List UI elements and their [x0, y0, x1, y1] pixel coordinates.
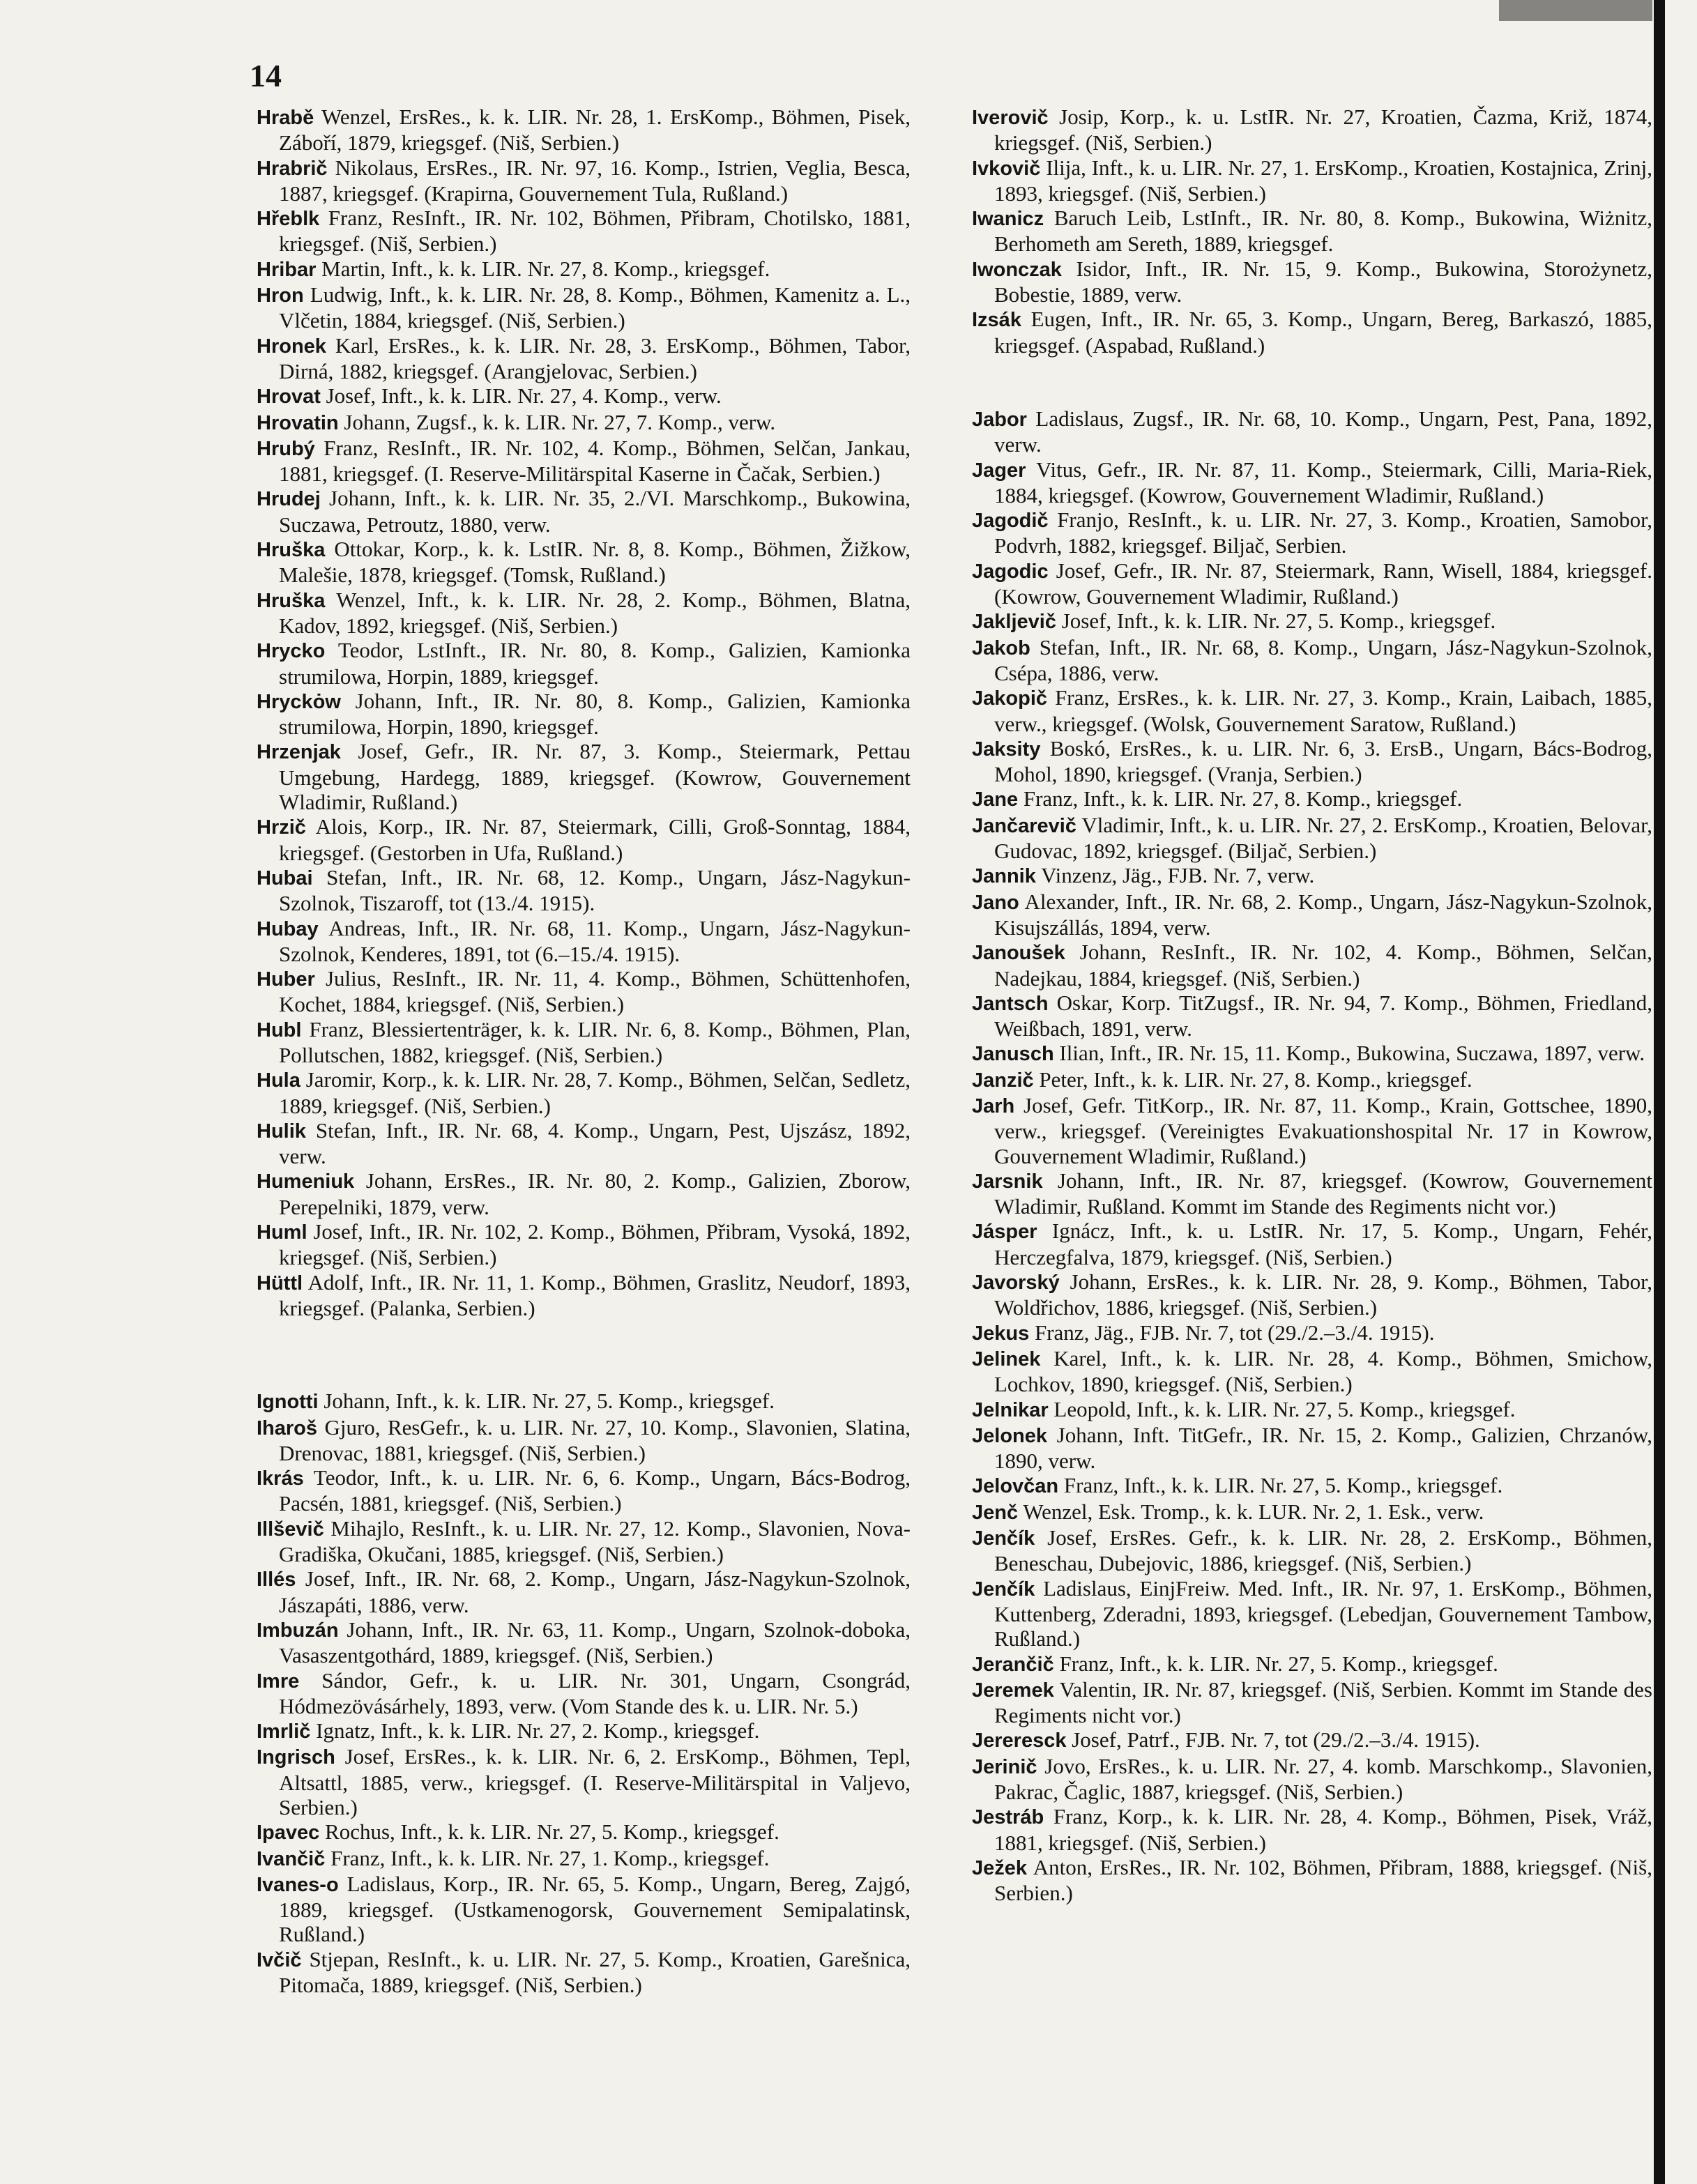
entry-surname: Jenčík — [972, 1527, 1035, 1550]
entry-surname: Hüttl — [257, 1272, 303, 1295]
entry-surname: Iwonczak — [972, 258, 1062, 281]
entry-details: Teodor, Inft., k. u. LIR. Nr. 6, 6. Komp., Ungarn, Bács-Bodrog, Pacsén, 1881, kriegsgef. (Niš, Serbien.) — [279, 1465, 911, 1516]
list-item — [972, 507, 1652, 558]
list-item — [257, 1168, 911, 1219]
list-item — [972, 206, 1652, 257]
list-item — [257, 814, 911, 865]
entry-surname: Hubl — [257, 1018, 302, 1041]
entry-details: Stefan, Inft., IR. Nr. 68, 12. Komp., Ungarn, Jász-Nagykun-Szolnok, Tiszaroff, tot (13./4. 1915). — [279, 864, 911, 916]
entry-surname: Jakljevič — [972, 611, 1056, 634]
list-item — [257, 410, 911, 436]
list-item — [257, 486, 911, 537]
entry-surname: Hula — [257, 1069, 300, 1092]
entry-details: Ladislaus, EinjFreiw. Med. Inft., IR. Nr. 97, 1. ErsKomp., Böhmen, Kuttenberg, Zderadni, 1893, kriegsgef. (Lebedjan, Gouvernement Tambow, Rußland.) — [994, 1575, 1652, 1651]
entry-surname: Jestráb — [972, 1806, 1044, 1829]
entry-details: Franz, ResInft., IR. Nr. 102, 4. Komp., Böhmen, Selčan, Jankau, 1881, kriegsgef. (I. Reserve-Militärspital Kaserne in Čačak, Serbien.) — [279, 435, 911, 487]
list-item — [257, 383, 911, 409]
entry-surname: Hrzenjak — [257, 741, 341, 764]
entry-surname: Jekus — [972, 1322, 1030, 1345]
entry-surname: Jenč — [972, 1501, 1019, 1524]
list-item — [972, 1093, 1652, 1168]
entry-surname: Ivančič — [257, 1847, 326, 1870]
entry-surname: Huml — [257, 1221, 307, 1244]
list-item — [972, 609, 1652, 634]
entry-surname: Hubai — [257, 866, 313, 889]
entry-details: Peter, Inft., k. k. LIR. Nr. 27, 8. Komp., kriegsgef. — [1039, 1067, 1472, 1092]
entry-surname: Iwanicz — [972, 208, 1044, 231]
entry-details: Isidor, Inft., IR. Nr. 15, 9. Komp., Bukowina, Storożynetz, Bobestie, 1889, verw. — [994, 256, 1652, 307]
list-item — [257, 282, 911, 333]
entry-details: Franz, ErsRes., k. k. LIR. Nr. 27, 3. Komp., Krain, Laibach, 1885, verw., kriegsgef. (Wolsk, Gouvernement Saratow, Rußland.) — [994, 685, 1652, 736]
entry-surname: Jakopič — [972, 687, 1047, 710]
entry-details: Ludwig, Inft., k. k. LIR. Nr. 28, 8. Komp., Böhmen, Kamenitz a. L., Vlčetin, 1884, kriegsgef. (Niš, Serbien.) — [279, 282, 911, 333]
entry-details: Oskar, Korp. TitZugsf., IR. Nr. 94, 7. Komp., Böhmen, Friedland, Weißbach, 1891, verw. — [994, 990, 1653, 1041]
list-item — [972, 1754, 1652, 1805]
entry-surname: Janoušek — [972, 942, 1065, 965]
entry-details: Eugen, Inft., IR. Nr. 65, 3. Komp., Ungarn, Bereg, Barkaszó, 1885, kriegsgef. (Aspabad, Rußland.) — [994, 307, 1652, 358]
list-item — [257, 638, 911, 689]
entry-details: Johann, Zugsf., k. k. LIR. Nr. 27, 7. Komp., verw. — [344, 409, 776, 434]
entry-surname: Imre — [257, 1670, 300, 1693]
entry-surname: Jagodič — [972, 510, 1049, 533]
entry-details: Jovo, ErsRes., k. u. LIR. Nr. 27, 4. komb. Marschkomp., Slavonien, Pakrac, Čaglic, 1887, kriegsgef. (Niš, Serbien.) — [994, 1753, 1652, 1804]
entry-details: Andreas, Inft., IR. Nr. 68, 11. Komp., Ungarn, Jász-Nagykun-Szolnok, Kenderes, 1891, tot (6.–15./4. 1915). — [279, 915, 911, 966]
entry-surname: Jerančič — [972, 1653, 1054, 1676]
entry-details: Franz, Inft., k. k. LIR. Nr. 27, 8. Komp., kriegsgef. — [1023, 786, 1463, 811]
list-item — [257, 1744, 911, 1819]
entry-details: Mihajlo, ResInft., k. u. LIR. Nr. 27, 12. Komp., Slavonien, Nova-Gradiška, Okučani, 1885, kriegsgef. (Niš, Serbien.) — [279, 1515, 911, 1567]
entry-surname: Hrabrič — [257, 157, 328, 180]
entry-surname: Jane — [972, 788, 1019, 811]
list-item — [972, 863, 1652, 889]
entry-details: Josef, ErsRes., k. k. LIR. Nr. 6, 2. ErsKomp., Böhmen, Tepl, Altsattl, 1885, verw., kriegsgef. (I. Reserve-Militärspital in Valjevo, Serbien.) — [279, 1744, 911, 1819]
list-item — [257, 588, 911, 639]
list-item — [257, 1718, 911, 1744]
list-item — [257, 1415, 911, 1466]
entry-surname: Ivčič — [257, 1948, 302, 1971]
entry-details: Rochus, Inft., k. k. LIR. Nr. 27, 5. Komp., kriegsgef. — [325, 1819, 779, 1845]
list-item — [257, 155, 911, 206]
list-item — [257, 1819, 911, 1845]
entry-details: Johann, Inft., IR. Nr. 87, kriegsgef. (Kowrow, Gouvernement Wladimir, Rußland. Kommt im Stande des Regiments nicht vor.) — [994, 1168, 1652, 1219]
list-item — [972, 1576, 1652, 1651]
entry-details: Teodor, LstInft., IR. Nr. 80, 8. Komp., Galizien, Kamionka strumilowa, Horpin, 1889, kriegsgef. — [279, 638, 911, 689]
list-item — [972, 1525, 1652, 1576]
entry-details: Josef, Gefr. TitKorp., IR. Nr. 87, 11. Komp., Krain, Gottschee, 1890, verw., kriegsgef. (Vereinigtes Evakuationshospital Nr. 17 in Kowrow, Gouvernement Wladimir, Rußland.) — [994, 1092, 1652, 1168]
scan-edge-bar — [1654, 0, 1665, 2184]
list-item — [972, 991, 1652, 1041]
entry-details: Alexander, Inft., IR. Nr. 68, 2. Komp., Ungarn, Jász-Nagykun-Szolnok, Kisujszállás, 1894, verw. — [994, 889, 1652, 940]
entry-details: Wenzel, ErsRes., k. k. LIR. Nr. 28, 1. ErsKomp., Böhmen, Pisek, Záboří, 1879, kriegsgef. (Niš, Serbien.) — [279, 105, 911, 155]
entry-surname: Izsák — [972, 309, 1021, 332]
entry-details: Franjo, ResInft., k. u. LIR. Nr. 27, 3. Komp., Kroatien, Samobor, Podvrh, 1882, kriegsgef. Biljač, Serbien. — [994, 507, 1653, 558]
list-item — [972, 406, 1652, 457]
entry-surname: Hrycko — [257, 640, 326, 663]
entry-surname: Hryckȯw — [257, 690, 341, 713]
list-item — [257, 1017, 911, 1068]
entry-surname: Ježek — [972, 1856, 1028, 1879]
entry-surname: Hřeblk — [257, 208, 320, 231]
entry-surname: Illés — [257, 1568, 296, 1591]
entry-surname: Jereresck — [972, 1729, 1067, 1752]
entry-surname: Jantsch — [972, 992, 1049, 1015]
entry-details: Valentin, IR. Nr. 87, kriegsgef. (Niš, Serbien. Kommt im Stande des Regiments nicht vor.) — [994, 1677, 1652, 1728]
entry-details: Julius, ResInft., IR. Nr. 11, 4. Komp., Böhmen, Schüttenhofen, Kochet, 1884, kriegsgef. (Niš, Serbien.) — [279, 966, 911, 1017]
entry-details: Sándor, Gefr., k. u. LIR. Nr. 301, Ungarn, Csongrád, Hódmezövásárhely, 1893, verw. (Vom Stande des k. u. LIR. Nr. 5.) — [279, 1667, 911, 1718]
list-item — [257, 865, 911, 916]
list-item — [972, 1855, 1652, 1906]
entry-surname: Hruška — [257, 539, 326, 562]
list-item — [257, 1389, 911, 1414]
entry-surname: Huber — [257, 968, 315, 991]
entry-surname: Hrabě — [257, 107, 314, 129]
list-item — [972, 1168, 1652, 1219]
entry-details: Baruch Leib, LstInft., IR. Nr. 80, 8. Komp., Bukowina, Wiżnitz, Berhometh am Sereth, 1889, kriegsgef. — [994, 206, 1653, 257]
list-item — [257, 739, 911, 814]
list-item — [257, 105, 911, 155]
list-item — [257, 333, 911, 384]
list-item — [972, 1320, 1652, 1346]
list-item — [257, 1219, 911, 1270]
entry-details: Franz, Inft., k. k. LIR. Nr. 27, 1. Komp., kriegsgef. — [330, 1845, 770, 1870]
entry-surname: Jásper — [972, 1221, 1037, 1244]
entry-details: Franz, Blessiertenträger, k. k. LIR. Nr. 6, 8. Komp., Böhmen, Plan, Pollutschen, 1882, kriegsgef. (Niš, Serbien.) — [279, 1016, 911, 1067]
entry-surname: Hribar — [257, 258, 317, 281]
left-column-h-entries — [257, 105, 911, 1320]
entry-details: Ladislaus, Zugsf., IR. Nr. 68, 10. Komp., Ungarn, Pest, Pana, 1892, verw. — [994, 406, 1652, 457]
entry-surname: Hulik — [257, 1120, 306, 1143]
entry-surname: Jaksity — [972, 738, 1041, 761]
list-item — [972, 1397, 1652, 1423]
entry-details: Franz, Inft., k. k. LIR. Nr. 27, 5. Komp., kriegsgef. — [1063, 1473, 1503, 1498]
entry-surname: Ignotti — [257, 1391, 319, 1414]
entry-details: Franz, Jäg., FJB. Nr. 7, tot (29./2.–3./4. 1915). — [1034, 1320, 1435, 1345]
entry-surname: Jelinek — [972, 1347, 1041, 1370]
entry-surname: Jelnikar — [972, 1398, 1049, 1421]
entry-surname: Jarsnik — [972, 1170, 1043, 1193]
entry-details: Johann, Inft., IR. Nr. 63, 11. Komp., Ungarn, Szolnok-doboka, Vasaszentgothárd, 1889, kriegsgef. (Niš, Serbien.) — [279, 1617, 911, 1668]
list-item — [972, 635, 1652, 686]
right-column — [972, 105, 1652, 1905]
list-item — [257, 1516, 911, 1567]
list-item — [972, 1727, 1652, 1753]
entry-details: Johann, Inft., k. k. LIR. Nr. 27, 5. Komp., kriegsgef. — [324, 1389, 775, 1414]
entry-details: Josef, ErsRes. Gefr., k. k. LIR. Nr. 28, 2. ErsKomp., Böhmen, Beneschau, Dubejovic, 1886, kriegsgef. (Niš, Serbien.) — [994, 1525, 1652, 1576]
list-item — [972, 813, 1652, 864]
entry-details: Johann, Inft. TitGefr., IR. Nr. 15, 2. Komp., Galizien, Chrzanów, 1890, verw. — [994, 1422, 1653, 1474]
entry-details: Josef, Gefr., IR. Nr. 87, 3. Komp., Steiermark, Pettau Umgebung, Hardegg, 1889, kriegsgef. (Kowrow, Gouvernement Wladimir, Rußland.) — [279, 739, 911, 815]
list-item — [972, 1499, 1652, 1525]
entry-details: Ignatz, Inft., k. k. LIR. Nr. 27, 2. Komp., kriegsgef. — [316, 1718, 760, 1743]
list-item — [972, 1651, 1652, 1677]
list-item — [257, 257, 911, 282]
section-gap — [257, 1320, 911, 1389]
entry-surname: Ivanes-o — [257, 1873, 339, 1896]
right-column-j-entries — [972, 406, 1652, 1906]
entry-details: Martin, Inft., k. k. LIR. Nr. 27, 8. Komp., kriegsgef. — [321, 256, 770, 281]
entry-surname: Hrovat — [257, 385, 321, 408]
entry-surname: Ipavec — [257, 1822, 320, 1845]
list-item — [972, 558, 1652, 609]
list-item — [257, 1566, 911, 1617]
entry-surname: Jagodic — [972, 560, 1049, 583]
list-item — [972, 1423, 1652, 1474]
list-item — [972, 257, 1652, 307]
entry-details: Ilija, Inft., k. u. LIR. Nr. 27, 1. ErsKomp., Kroatien, Kostajnica, Zrinj, 1893, kriegsgef. (Niš, Serbien.) — [994, 155, 1653, 206]
entry-surname: Imrlič — [257, 1720, 311, 1743]
list-item — [257, 1947, 911, 1998]
entry-details: Ottokar, Korp., k. k. LstIR. Nr. 8, 8. Komp., Böhmen, Žižkow, Malešie, 1878, kriegsgef. (Tomsk, Rußland.) — [279, 537, 911, 588]
list-item — [972, 1677, 1652, 1728]
entry-surname: Ingrisch — [257, 1746, 335, 1769]
entry-details: Franz, Inft., k. k. LIR. Nr. 27, 5. Komp., kriegsgef. — [1059, 1651, 1498, 1676]
entry-details: Stefan, Inft., IR. Nr. 68, 4. Komp., Ungarn, Pest, Ujszász, 1892, verw. — [279, 1117, 911, 1169]
entry-details: Boskó, ErsRes., k. u. LIR. Nr. 6, 3. ErsB., Ungarn, Bács-Bodrog, Mohol, 1890, kriegsgef. (Vranja, Serbien.) — [994, 735, 1652, 787]
entry-details: Josef, Inft., k. k. LIR. Nr. 27, 4. Komp., verw. — [326, 383, 722, 408]
right-column-i-entries — [972, 105, 1652, 358]
list-item — [972, 685, 1652, 736]
entry-details: Wenzel, Inft., k. k. LIR. Nr. 28, 2. Komp., Böhmen, Blatna, Kadov, 1892, kriegsgef. (Niš, Serbien.) — [279, 587, 911, 638]
scan-edge-shadow — [1499, 0, 1652, 21]
list-item — [972, 1067, 1652, 1093]
list-item — [257, 1270, 911, 1321]
entry-surname: Jakob — [972, 636, 1030, 659]
entry-details: Anton, ErsRes., IR. Nr. 102, Böhmen, Přibram, 1888, kriegsgef. (Niš, Serbien.) — [994, 1854, 1652, 1906]
list-item — [257, 1118, 911, 1169]
entry-details: Adolf, Inft., IR. Nr. 11, 1. Komp., Böhmen, Graslitz, Neudorf, 1893, kriegsgef. (Palanka, Serbien.) — [279, 1269, 911, 1320]
list-item — [972, 736, 1652, 787]
entry-details: Johann, ResInft., IR. Nr. 102, 4. Komp., Böhmen, Selčan, Nadejkau, 1884, kriegsgef. (Niš, Serbien.) — [994, 940, 1653, 991]
entry-details: Johann, ErsRes., k. k. LIR. Nr. 28, 9. Komp., Böhmen, Tabor, Woldřichov, 1886, kriegsgef. (Niš, Serbien.) — [994, 1269, 1653, 1320]
entry-details: Ladislaus, Korp., IR. Nr. 65, 5. Komp., Ungarn, Bereg, Zajgó, 1889, kriegsgef. (Ustkamenogorsk, Gouvernement Semipalatinsk, Rußland.) — [279, 1871, 911, 1947]
entry-details: Karl, ErsRes., k. k. LIR. Nr. 28, 3. ErsKomp., Böhmen, Tabor, Dirná, 1882, kriegsgef. (Arangjelovac, Serbien.) — [279, 333, 911, 383]
entry-details: Wenzel, Esk. Tromp., k. k. LUR. Nr. 2, 1. Esk., verw. — [1023, 1499, 1484, 1524]
entry-details: Alois, Korp., IR. Nr. 87, Steiermark, Cilli, Groß-Sonntag, 1884, kriegsgef. (Gestorben in Ufa, Rußland.) — [279, 814, 911, 865]
entry-details: Josef, Gefr., IR. Nr. 87, Steiermark, Rann, Wisell, 1884, kriegsgef. (Kowrow, Gouvernement Wladimir, Rußland.) — [994, 558, 1653, 609]
left-column-i-entries — [257, 1389, 911, 1997]
page-number: 14 — [250, 58, 282, 93]
entry-surname: Jager — [972, 459, 1026, 482]
list-item — [972, 1219, 1652, 1269]
list-item — [972, 457, 1652, 508]
list-item — [972, 940, 1652, 991]
list-item — [972, 1804, 1652, 1855]
entry-details: Leopold, Inft., k. k. LIR. Nr. 27, 5. Komp., kriegsgef. — [1053, 1396, 1516, 1421]
list-item — [257, 206, 911, 257]
list-item — [972, 1346, 1652, 1397]
entry-details: Vinzenz, Jäg., FJB. Nr. 7, verw. — [1041, 863, 1315, 888]
entry-surname: Jenčík — [972, 1578, 1035, 1601]
list-item — [257, 1617, 911, 1668]
list-item — [972, 1269, 1652, 1320]
entry-surname: Jabor — [972, 408, 1027, 431]
entry-details: Karel, Inft., k. k. LIR. Nr. 28, 4. Komp., Böhmen, Smichow, Lochkov, 1890, kriegsgef. (Niš, Serbien.) — [994, 1345, 1653, 1397]
list-item — [257, 537, 911, 588]
entry-surname: Jano — [972, 891, 1019, 914]
entry-details: Gjuro, ResGefr., k. u. LIR. Nr. 27, 10. Komp., Slavonien, Slatina, Drenovac, 1881, kriegsgef. (Niš, Serbien.) — [279, 1414, 911, 1465]
entry-surname: Ikrás — [257, 1467, 304, 1490]
entry-surname: Hrzič — [257, 816, 306, 839]
entry-surname: Hruška — [257, 589, 326, 612]
entry-details: Johann, Inft., IR. Nr. 80, 8. Komp., Galizien, Kamionka strumilowa, Horpin, 1890, kriegsgef. — [279, 688, 911, 740]
list-item — [257, 1465, 911, 1516]
entry-surname: Jannik — [972, 865, 1036, 888]
list-item — [257, 966, 911, 1017]
entry-details: Franz, Korp., k. k. LIR. Nr. 28, 4. Komp., Böhmen, Pisek, Vráž, 1881, kriegsgef. (Niš, Serbien.) — [994, 1804, 1652, 1855]
entry-details: Johann, ErsRes., IR. Nr. 80, 2. Komp., Galizien, Zborow, Perepelniki, 1879, verw. — [279, 1168, 911, 1219]
entry-details: Jaromir, Korp., k. k. LIR. Nr. 28, 7. Komp., Böhmen, Selčan, Sedletz, 1889, kriegsgef. (Niš, Serbien.) — [279, 1067, 911, 1118]
entry-details: Ilian, Inft., IR. Nr. 15, 11. Komp., Bukowina, Suczawa, 1897, verw. — [1059, 1041, 1645, 1066]
entry-details: Josef, Inft., k. k. LIR. Nr. 27, 5. Komp., kriegsgef. — [1061, 609, 1496, 634]
entry-surname: Jelovčan — [972, 1475, 1059, 1498]
entry-details: Stjepan, ResInft., k. u. LIR. Nr. 27, 5. Komp., Kroatien, Garešnica, Pitomača, 1889, kriegsgef. (Niš, Serbien.) — [279, 1946, 911, 1998]
list-item — [257, 1668, 911, 1719]
list-item — [257, 1067, 911, 1118]
entry-surname: Hubay — [257, 917, 319, 940]
list-item — [972, 889, 1652, 940]
entry-surname: Hrudej — [257, 488, 321, 511]
entry-surname: Imbuzán — [257, 1619, 339, 1642]
entry-surname: Iharoš — [257, 1416, 318, 1440]
list-item — [972, 307, 1652, 358]
entry-details: Vladimir, Inft., k. u. LIR. Nr. 27, 2. ErsKomp., Kroatien, Belovar, Gudovac, 1892, kriegsgef. (Biljač, Serbien.) — [994, 812, 1652, 864]
entry-details: Josip, Korp., k. u. LstIR. Nr. 27, Kroatien, Čazma, Križ, 1874, kriegsgef. (Niš, Serbien.) — [994, 105, 1653, 155]
entry-surname: Hrubý — [257, 437, 315, 460]
entry-surname: Hrovatin — [257, 411, 339, 434]
entry-details: Josef, Inft., IR. Nr. 102, 2. Komp., Böhmen, Přibram, Vysoká, 1892, kriegsgef. (Niš, Serbien.) — [279, 1219, 911, 1270]
list-item — [972, 1473, 1652, 1499]
entry-surname: Hronek — [257, 335, 326, 358]
section-gap — [972, 358, 1652, 406]
entry-surname: Ivkovič — [972, 157, 1041, 180]
entry-details: Vitus, Gefr., IR. Nr. 87, 11. Komp., Steiermark, Cilli, Maria-Riek, 1884, kriegsgef. (Kowrow, Gouvernement Wladimir, Rußland.) — [994, 457, 1652, 507]
list-item — [257, 1872, 911, 1947]
entry-details: Ignácz, Inft., k. u. LstIR. Nr. 17, 5. Komp., Ungarn, Fehér, Herczegfalva, 1879, kriegsgef. (Niš, Serbien.) — [994, 1219, 1652, 1269]
entry-surname: Jerinič — [972, 1755, 1037, 1778]
entry-surname: Javorský — [972, 1272, 1060, 1295]
entry-surname: Jeremek — [972, 1679, 1054, 1702]
entry-details: Josef, Patrf., FJB. Nr. 7, tot (29./2.–3./4. 1915). — [1072, 1727, 1480, 1752]
list-item — [972, 155, 1652, 206]
entry-surname: Hron — [257, 284, 304, 307]
entry-surname: Humeniuk — [257, 1170, 355, 1193]
list-item — [972, 786, 1652, 812]
entry-details: Josef, Inft., IR. Nr. 68, 2. Komp., Ungarn, Jász-Nagykun-Szolnok, Jászapáti, 1886, verw. — [279, 1566, 911, 1617]
entry-surname: Jančarevič — [972, 814, 1076, 837]
list-item — [257, 689, 911, 740]
entry-surname: Janzič — [972, 1069, 1034, 1092]
entry-surname: Iverovič — [972, 107, 1049, 129]
left-column — [257, 105, 911, 1997]
entry-surname: Jelonek — [972, 1424, 1047, 1447]
entry-surname: Illševič — [257, 1518, 324, 1541]
list-item — [972, 105, 1652, 155]
entry-surname: Janusch — [972, 1043, 1054, 1066]
list-item — [257, 916, 911, 967]
list-item — [972, 1041, 1652, 1067]
list-item — [257, 436, 911, 487]
entry-details: Stefan, Inft., IR. Nr. 68, 8. Komp., Ungarn, Jász-Nagykun-Szolnok, Csépa, 1886, verw. — [994, 634, 1652, 685]
entry-surname: Jarh — [972, 1094, 1015, 1117]
entry-details: Johann, Inft., k. k. LIR. Nr. 35, 2./VI. Marschkomp., Bukowina, Suczawa, Petroutz, 1880, verw. — [279, 486, 911, 537]
list-item — [257, 1846, 911, 1872]
entry-details: Franz, ResInft., IR. Nr. 102, Böhmen, Přibram, Chotilsko, 1881, kriegsgef. (Niš, Serbien.) — [279, 206, 911, 257]
entry-details: Nikolaus, ErsRes., IR. Nr. 97, 16. Komp., Istrien, Veglia, Besca, 1887, kriegsgef. (Krapirna, Gouvernement Tula, Rußland.) — [279, 155, 911, 206]
